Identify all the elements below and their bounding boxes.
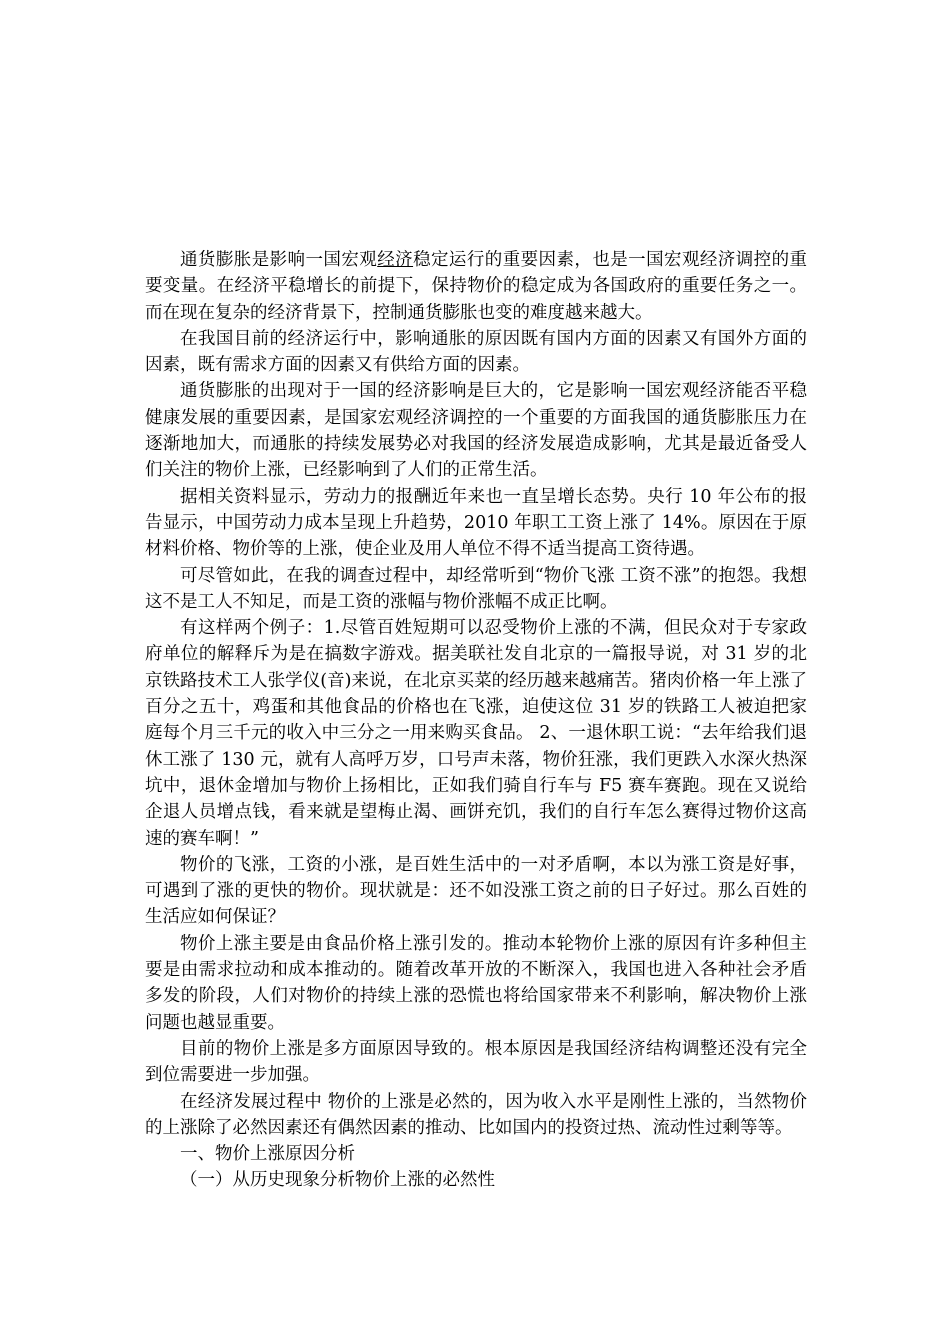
paragraph-text: 一、物价上涨原因分析 [180,1144,355,1165]
paragraph [145,931,807,1036]
paragraph [145,852,807,931]
hyperlink-text[interactable]: 经济 [377,250,414,270]
paragraph [145,484,807,563]
paragraph [145,1141,807,1167]
paragraph-text: 据相关资料显示，劳动力的报酬近年来也一直呈增长态势。央行 10 年公布的报告显示，中国劳动力成本呈现上升趋势，2010 年职工工资上涨了 14%。原因在于原材料价格、物价等的上涨，使企业及用人单位不得不适当提高工资待遇。 [145,486,807,560]
paragraph-text: 物价上涨主要是由食品价格上涨引发的。推动本轮物价上涨的原因有许多种但主要是由需求拉动和成本推动的。随着改革开放的不断深入，我国也进入各种社会矛盾多发的阶段，人们对物价的持续上涨的恐慌也将给国家带来不利影响，解决物价上涨问题也越显重要。 [145,933,807,1033]
paragraph [145,615,807,852]
paragraph-text: （一）从历史现象分析物价上涨的必然性 [180,1170,495,1191]
paragraph [145,563,807,616]
paragraph-text: 目前的物价上涨是多方面原因导致的。根本原因是我国经济结构调整还没有完全到位需要进一步加强。 [145,1038,807,1086]
paragraph [145,247,807,326]
paragraph-text: 物价的飞涨，工资的小涨，是百姓生活中的一对矛盾啊，本以为涨工资是好事，可遇到了涨的更快的物价。现状就是：还不如没涨工资之前的日子好过。那么百姓的生活应如何保证？ [145,854,807,928]
paragraph [145,1089,807,1142]
paragraph [145,1036,807,1089]
paragraph [145,326,807,379]
paragraph-text: 有这样两个例子：1.尽管百姓短期可以忍受物价上涨的不满，但民众对于专家政府单位的解释斥为是在搞数字游戏。据美联社发自北京的一篇报导说，对 31 岁的北京铁路技术工人张学仪(音)来说，在北京买菜的经历越来越痛苦。猪肉价格一年上涨了百分之五十，鸡蛋和其他食品的价格也在飞涨，迫使这位 31 岁的铁路工人被迫把家庭每个月三千元的收入中三分之一用来购买食品。 2、一退休职工说：“去年给我们退休工涨了 130 元，就有人高呼万岁，口号声未落，物价狂涨，我们更跌入水深火热深坑中，退休金增加与物价上扬相比，正如我们骑自行车与 F5 赛车赛跑。现在又说给企退人员增点钱，看来就是望梅止渴、画饼充饥，我们的自行车怎么赛得过物价这高速的赛车啊！” [145,618,807,849]
paragraph-text: 通货膨胀的出现对于一国的经济影响是巨大的，它是影响一国宏观经济能否平稳健康发展的重要因素，是国家宏观经济调控的一个重要的方面我国的通货膨胀压力在逐渐地加大，而通胀的持续发展势必对我国的经济发展造成影响，尤其是最近备受人们关注的物价上涨，已经影响到了人们的正常生活。 [145,381,807,481]
paragraph-text: 在经济发展过程中 物价的上涨是必然的，因为收入水平是刚性上涨的，当然物价的上涨除了必然因素还有偶然因素的推动、比如国内的投资过热、流动性过剩等等。 [145,1091,807,1138]
paragraph-text: 在我国目前的经济运行中，影响通胀的原因既有国内方面的因素又有国外方面的因素，既有需求方面的因素又有供给方面的因素。 [145,328,807,376]
paragraph-text: 可尽管如此，在我的调查过程中，却经常听到“物价飞涨 工资不涨”的抱怨。我想这不是工人不知足，而是工资的涨幅与物价涨幅不成正比啊。 [145,565,807,612]
document-body [145,247,807,1194]
paragraph-text: 通货膨胀是影响一国宏观 [180,250,378,270]
paragraph [145,1167,807,1193]
paragraph [145,378,807,483]
paragraph-text: 稳定运行的重要因素，也是一国宏观经济调控的重要变量。在经济平稳增长的前提下，保持物价的稳定成为各国政府的重要任务之一。而在现在复杂的经济背景下，控制通货膨胀也变的难度越来越大。 [145,250,808,323]
